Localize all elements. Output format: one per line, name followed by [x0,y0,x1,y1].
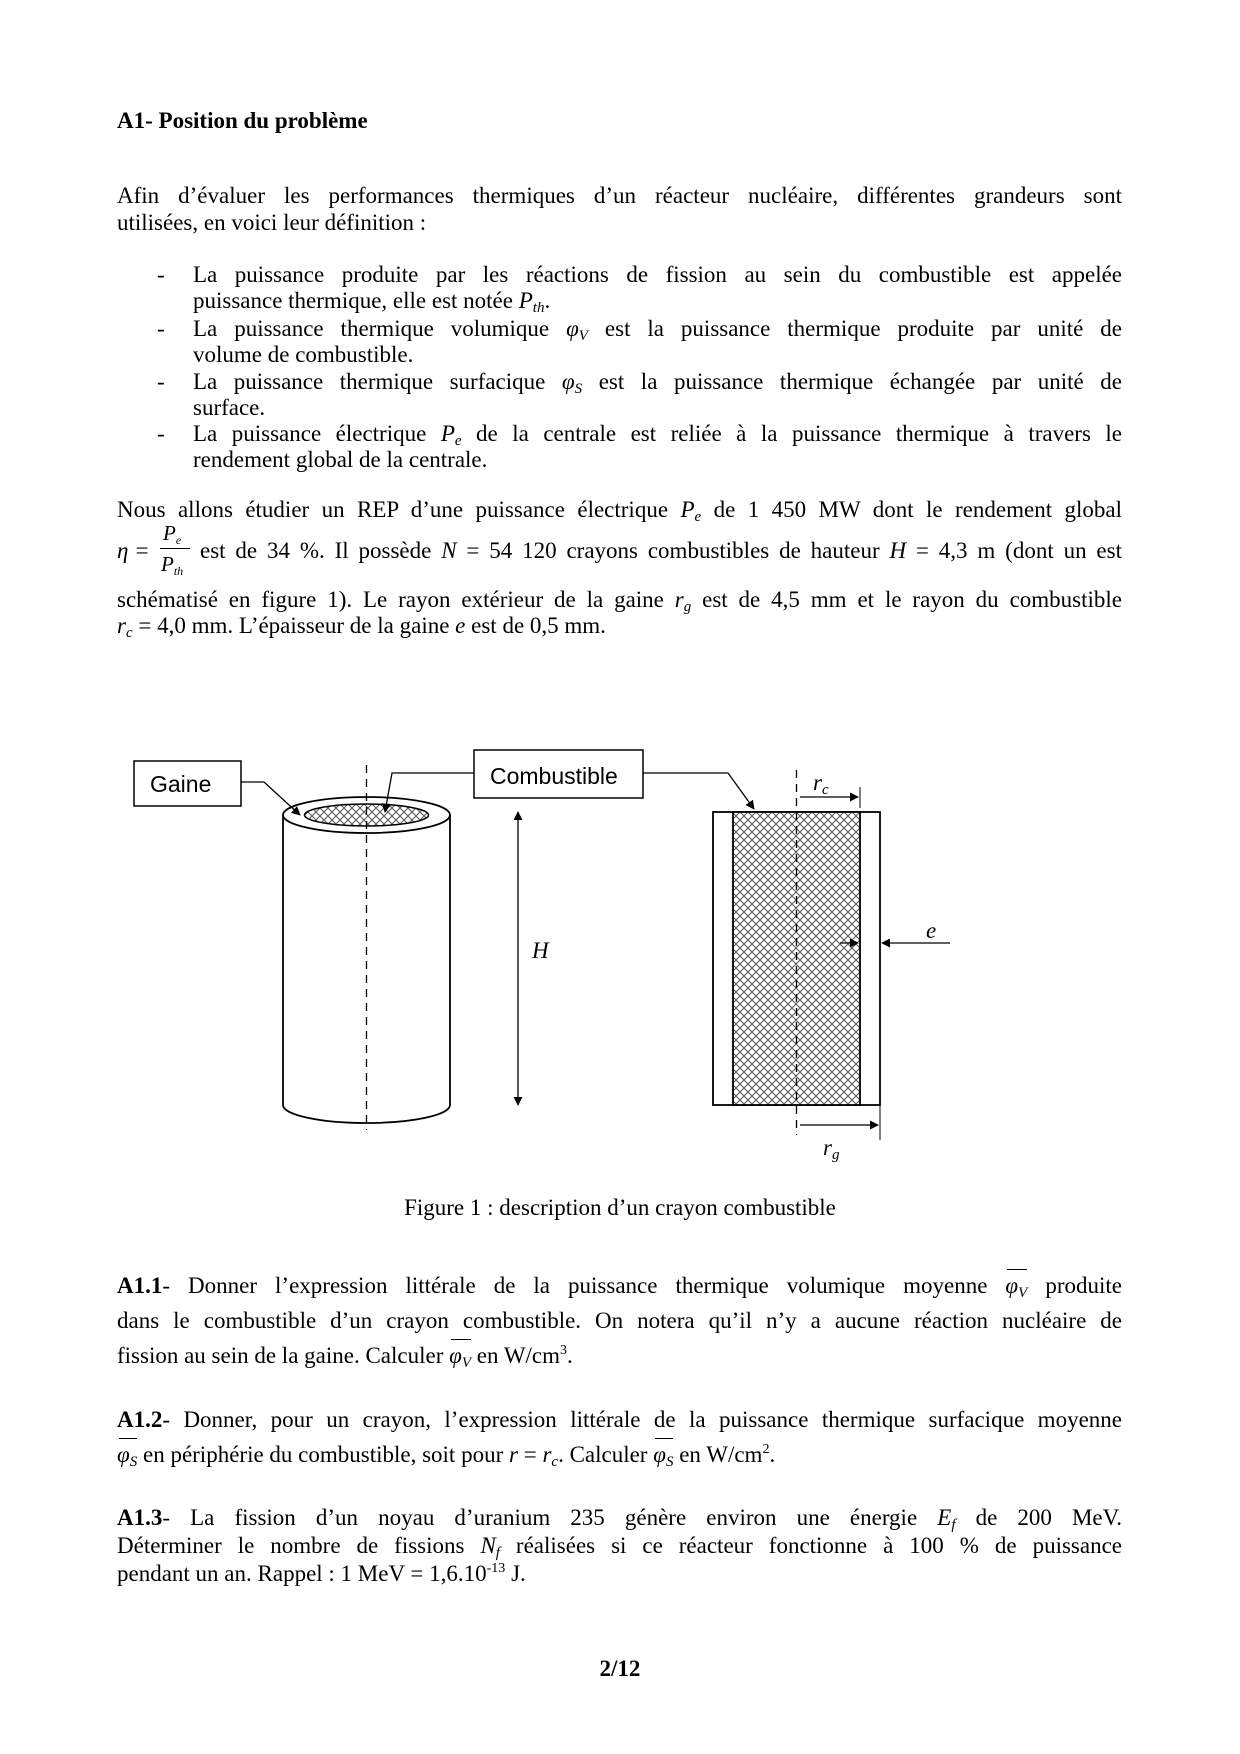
q2-line-1: A1.2- Donner, pour un crayon, l’expression littérale de la puissance thermique surfacique moyenne [117,1407,1122,1432]
fraction-numerator: $P_e$ [163,521,182,547]
page-number: 2/12 [599,1656,641,1681]
figure-caption: Figure 1 : description d’un crayon combustible [404,1195,836,1220]
q2-line-2: $\varphi_S$ en périphérie du combustible, soit pour $r = r_c$. Calculer $\varphi_S$ en $W/cm^2$. [117,1442,776,1470]
para2-line-2: est de 34 %. Il possède N = 54 120 crayons combustibles de hauteur H = 4,3 m (dont un est [200,538,1122,563]
rc-label: $r_c$ [813,770,829,798]
fraction-denominator: $P_{th}$ [161,552,184,578]
intro-line-1: Afin d’évaluer les performances thermiques d’un réacteur nucléaire, différentes grandeurs sont [117,183,1122,208]
bullet-1-line-2: puissance thermique, elle est notée $P_{th}$. [193,288,551,316]
cross-section-drawing [713,770,880,1135]
bullet-4-line-2: rendement global de la centrale. [193,447,488,472]
thickness-label: e [926,918,937,943]
combustible-label: Combustible [490,763,618,789]
intro-line-2: utilisées, en voici leur définition : [117,210,427,235]
section-heading: A1- Position du problème [117,108,368,133]
q1-line-3: fission au sein de la gaine. Calculer $\varphi_V$ en $W/cm^3$. [117,1343,573,1371]
rg-label: $r_g$ [823,1135,840,1163]
bullet-dash: - [157,316,165,341]
para2-line-3: schématisé en figure 1). Le rayon extérieur de la gaine $r_g$ est de 4,5 mm et le rayon du combustible [117,587,1123,615]
bullet-4-line-1: La puissance électrique $P_e$ de la centrale est reliée à la puissance thermique à travers le [193,421,1122,449]
q3-line-2: Déterminer le nombre de fissions $N_f$ réalisées si ce réacteur fonctionne à 100 % de puissance [117,1533,1122,1561]
bullet-dash: - [157,369,165,394]
combustible-leader-line-right [643,773,754,809]
bullet-1-line-1: La puissance produite par les réactions de fission au sein du combustible est appelée [193,262,1122,287]
para2-line-4: $r_c = 4,0$ mm. L’épaisseur de la gaine e est de 0,5 mm. [117,613,606,641]
bullet-2-line-1: La puissance thermique volumique $\varphi_V$ est la puissance thermique produite par unité de [193,316,1122,344]
bullet-3-line-1: La puissance thermique surfacique $\varphi_S$ est la puissance thermique échangée par unité de [193,369,1122,397]
height-label: H [532,938,549,963]
bullet-dash: - [157,421,165,446]
q1-line-2: dans le combustible d’un crayon combustible. On notera qu’il n’y a aucune réaction nucléaire de [117,1308,1122,1333]
eta-symbol: η = [117,538,150,563]
q3-line-1: A1.3- La fission d’un noyau d’uranium 235 génère environ une énergie $E_f$ de 200 MeV. [117,1505,1122,1533]
gaine-label: Gaine [150,771,212,797]
q1-line-1: A1.1- Donner l’expression littérale de la puissance thermique volumique moyenne $\varphi_V$ produite [117,1273,1122,1301]
q3-line-3: pendant un an. Rappel : 1 MeV = $1,6.10^{-13}$ J. [117,1561,526,1586]
para2-line-1: Nous allons étudier un REP d’une puissance électrique $P_e$ de 1 450 MW dont le rendement global [117,497,1122,525]
bullet-3-line-2: surface. [193,395,266,420]
bullet-2-line-2: volume de combustible. [193,342,414,367]
bullet-dash: - [157,262,165,287]
cylinder-drawing [283,765,450,1130]
